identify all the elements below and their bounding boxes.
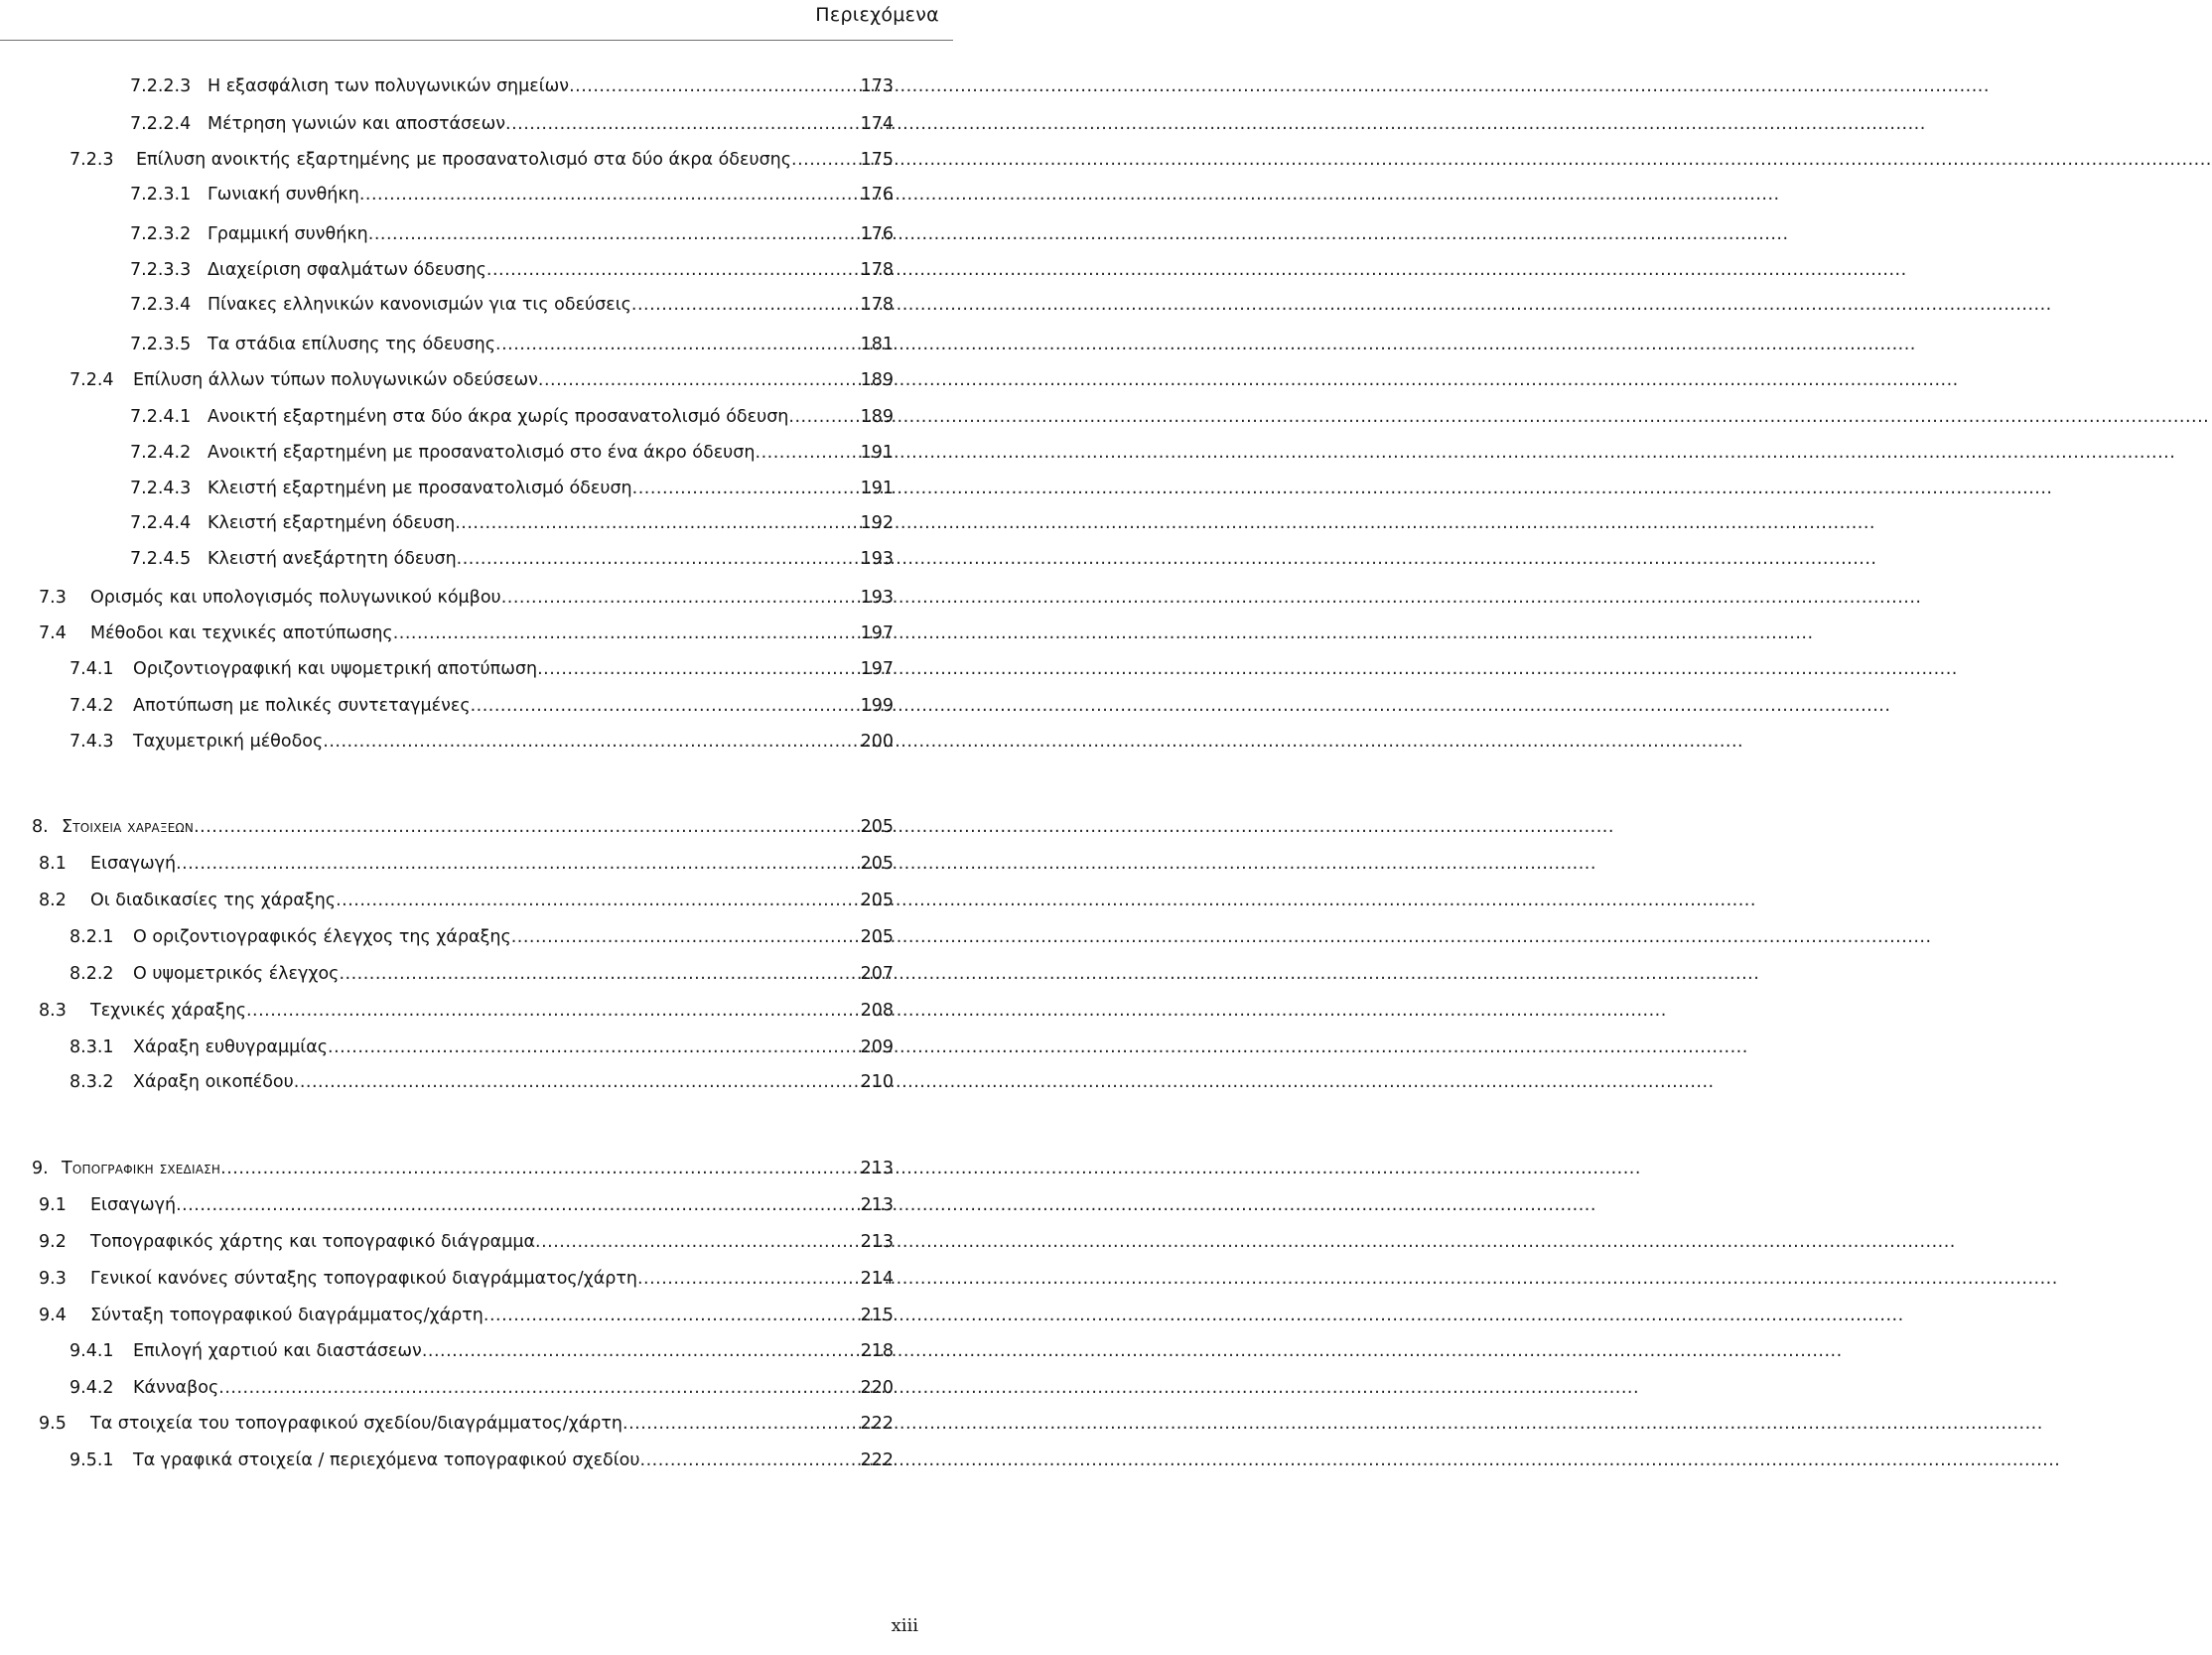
toc-entry-number: 7.2.3.5 [130, 335, 192, 354]
toc-entry-page: 218 [860, 1341, 894, 1361]
dot-leader [495, 330, 861, 359]
dot-leader [194, 812, 861, 842]
toc-entry-page: 197 [860, 659, 894, 679]
toc-entry-page: 199 [860, 696, 894, 716]
toc-entry[interactable] [69, 1373, 894, 1403]
toc-entry-title: Ταχυμετρική μέθοδος [133, 732, 324, 752]
toc-entry-title: Επιλογή χαρτιού και διαστάσεων [133, 1341, 422, 1361]
toc-entry[interactable] [69, 1033, 894, 1062]
toc-entry-number: 8.2 [39, 891, 67, 910]
toc-entry-title: Ορισμός και υπολογισμός πολυγωνικού κόμβου [90, 588, 501, 608]
toc-entry-number: 9.4.1 [69, 1341, 114, 1361]
toc-entry-title: Τεχνικές χάραξης [90, 1001, 246, 1021]
toc-entry-number: 7.2.3 [69, 150, 114, 170]
toc-entry-page: 210 [860, 1072, 894, 1092]
dot-leader [294, 1067, 861, 1097]
toc-entry-title: Κλειστή εξαρτημένη όδευση [207, 513, 456, 533]
toc-entry[interactable] [39, 886, 894, 915]
toc-entry-number: 7.2.2.4 [130, 114, 192, 134]
toc-entry[interactable] [130, 219, 894, 249]
dot-leader [218, 1373, 860, 1403]
toc-entry[interactable] [69, 1067, 894, 1097]
dot-leader [501, 583, 861, 613]
toc-entry-page: 207 [860, 964, 894, 984]
dot-leader [788, 402, 860, 432]
toc-entry-number: 8. [32, 817, 49, 837]
page-number: xiii [891, 1615, 918, 1636]
toc-entry-number: 8.3.2 [69, 1072, 114, 1092]
toc-entry-number: 7.3 [39, 588, 67, 608]
toc-entry-page: 189 [860, 407, 894, 427]
toc-entry-number: 7.2.3.3 [130, 260, 192, 280]
toc-entry[interactable] [39, 1301, 894, 1330]
toc-entry[interactable] [69, 691, 894, 721]
toc-entry-number: 7.2.4.4 [130, 513, 192, 533]
toc-entry[interactable] [39, 1409, 894, 1439]
toc-entry-number: 9. [32, 1159, 49, 1178]
toc-entry-number: 7.2.3.1 [130, 185, 192, 205]
toc-entry-page: 220 [860, 1378, 894, 1398]
dot-leader [176, 1190, 861, 1220]
toc-entry-number: 7.2.4 [69, 370, 114, 390]
toc-entry-title: Επίλυση ανοικτής εξαρτημένης με προσανατολισμό στα δύο άκρα όδευσης [136, 150, 792, 170]
toc-entry-page: 200 [860, 732, 894, 752]
toc-entry-page: 209 [860, 1037, 894, 1057]
toc-entry-number: 9.4.2 [69, 1378, 114, 1398]
toc-entry-number: 8.1 [39, 854, 67, 874]
toc-entry-page: 176 [860, 185, 894, 205]
toc-entry-title: Εισαγωγή [90, 1195, 177, 1215]
toc-entry[interactable] [69, 145, 894, 175]
toc-entry-page: 205 [860, 817, 894, 837]
dot-leader [368, 219, 861, 249]
toc-entry-title: Επίλυση άλλων τύπων πολυγωνικών οδεύσεων [133, 370, 538, 390]
toc-entry-number: 7.2.3.4 [130, 295, 192, 315]
toc-entry-page: 178 [860, 295, 894, 315]
toc-entry[interactable] [39, 1190, 894, 1220]
toc-entry-title: Εισαγωγή [90, 854, 177, 874]
toc-entry[interactable] [39, 1227, 894, 1257]
dot-leader [484, 1301, 861, 1330]
dot-leader [220, 1154, 860, 1183]
toc-entry[interactable] [130, 402, 894, 432]
toc-entry-number: 7.2.4.1 [130, 407, 192, 427]
toc-entry-number: 9.2 [39, 1232, 67, 1252]
toc-entry-page: 197 [860, 623, 894, 643]
toc-entry-page: 191 [860, 479, 894, 498]
toc-entry-title: Τοπογραφικη σχεδιαση [62, 1159, 221, 1178]
toc-entry[interactable] [39, 619, 894, 648]
toc-entry-title: Τα στοιχεία του τοπογραφικού σχεδίου/διαγράμματος/χάρτη [90, 1414, 622, 1434]
toc-entry-title: Οι διαδικασίες της χάραξης [90, 891, 337, 910]
toc-entry-page: 191 [860, 443, 894, 463]
toc-entry[interactable] [69, 654, 894, 684]
page-header [0, 0, 953, 41]
dot-leader [569, 71, 861, 101]
toc-entry-page: 214 [860, 1269, 894, 1289]
toc-entry[interactable] [130, 180, 894, 209]
toc-entry-title: Ανοικτή εξαρτημένη στα δύο άκρα χωρίς προσανατολισμό όδευση [207, 407, 789, 427]
toc-entry-number: 7.2.4.3 [130, 479, 192, 498]
toc-entry[interactable] [130, 71, 894, 101]
dot-leader [505, 109, 861, 139]
dot-leader [393, 619, 861, 648]
dot-leader [791, 145, 861, 175]
toc-entry-number: 7.2.4.5 [130, 549, 192, 569]
toc-entry-title: Ο οριζοντιογραφικός έλεγχος της χάραξης [133, 927, 511, 947]
toc-entry-title: Χάραξη ευθυγραμμίας [133, 1037, 328, 1057]
toc-entry[interactable] [130, 474, 894, 503]
toc-entry-title: Μέτρηση γωνιών και αποστάσεων [207, 114, 505, 134]
toc-entry-title: Τοπογραφικός χάρτης και τοπογραφικό διάγραμμα [90, 1232, 536, 1252]
toc-entry-page: 222 [860, 1414, 894, 1434]
dot-leader [535, 1227, 861, 1257]
toc-entry[interactable] [130, 508, 894, 538]
toc-entry-number: 8.3.1 [69, 1037, 114, 1057]
dot-leader [511, 922, 861, 952]
toc-entry-number: 8.2.1 [69, 927, 114, 947]
toc-entry-title: Γραμμική συνθήκη [207, 224, 368, 244]
toc-entry-title: Πίνακες ελληνικών κανονισμών για τις οδεύσεις [207, 295, 631, 315]
toc-entry-title: Μέθοδοι και τεχνικές αποτύπωσης [90, 623, 393, 643]
toc-entry-title: Αποτύπωση με πολικές συντεταγμένες [133, 696, 471, 716]
running-header-title: Περιεχόμενα [815, 4, 939, 26]
toc-entry-page: 175 [860, 150, 894, 170]
toc-entry-title: Η εξασφάλιση των πολυγωνικών σημείων [207, 76, 570, 96]
toc-entry-number: 9.3 [39, 1269, 67, 1289]
toc-entry-title: Οριζοντιογραφική και υψομετρική αποτύπωση [133, 659, 538, 679]
dot-leader [457, 544, 861, 574]
toc-entry-title: Γωνιακή συνθήκη [207, 185, 359, 205]
toc-entry-number: 9.1 [39, 1195, 67, 1215]
toc-entry-number: 7.4.3 [69, 732, 114, 752]
toc-entry-number: 9.4 [39, 1306, 67, 1325]
toc-entry[interactable] [69, 365, 894, 395]
toc-entry-number: 7.4.2 [69, 696, 114, 716]
toc-entry-title: Στοιχεια χαραξεων [62, 817, 195, 837]
toc-entry-title: Κλειστή εξαρτημένη με προσανατολισμό όδευση [207, 479, 632, 498]
toc-entry-page: 215 [860, 1306, 894, 1325]
dot-leader [538, 365, 861, 395]
toc-entry-number: 8.3 [39, 1001, 67, 1021]
dot-leader [246, 996, 861, 1026]
toc-entry-number: 7.2.3.2 [130, 224, 192, 244]
dot-leader [455, 508, 860, 538]
toc-entry-page: 213 [860, 1159, 894, 1178]
toc-entry-number: 9.5.1 [69, 1450, 114, 1470]
toc-entry-title: Τα γραφικά στοιχεία / περιεχόμενα τοπογραφικού σχεδίου [133, 1450, 640, 1470]
toc-entry-page: 174 [860, 114, 894, 134]
toc-entry-page: 208 [860, 1001, 894, 1021]
toc-entry[interactable] [130, 330, 894, 359]
dot-leader [359, 180, 861, 209]
toc-entry-page: 222 [860, 1450, 894, 1470]
dot-leader [471, 691, 861, 721]
toc-entry-page: 189 [860, 370, 894, 390]
toc-entry-page: 213 [860, 1232, 894, 1252]
dot-leader [486, 255, 861, 285]
dot-leader [336, 886, 861, 915]
toc-entry-number: 7.2.4.2 [130, 443, 192, 463]
toc-entry-title: Κλειστή ανεξάρτητη όδευση [207, 549, 457, 569]
toc-entry-number: 7.2.2.3 [130, 76, 192, 96]
toc-entry-number: 8.2.2 [69, 964, 114, 984]
dot-leader [328, 1033, 861, 1062]
toc-entry-title: Σύνταξη τοπογραφικού διαγράμματος/χάρτη [90, 1306, 484, 1325]
toc-entry[interactable] [69, 922, 894, 952]
toc-entry[interactable] [69, 727, 894, 757]
toc-entry[interactable] [69, 959, 894, 989]
toc-entry-page: 205 [860, 927, 894, 947]
dot-leader [339, 959, 860, 989]
dot-leader [622, 1409, 861, 1439]
toc-entry-page: 213 [860, 1195, 894, 1215]
toc-entry-title: Ανοικτή εξαρτημένη με προσανατολισμό στο ένα άκρο όδευση [207, 443, 756, 463]
toc-entry[interactable] [39, 1264, 894, 1294]
toc-entry[interactable] [130, 255, 894, 285]
toc-entry[interactable] [32, 1154, 894, 1183]
toc-entry[interactable] [130, 109, 894, 139]
toc-entry[interactable] [69, 1336, 894, 1366]
toc-entry-number: 7.4.1 [69, 659, 114, 679]
toc-entry[interactable] [39, 583, 894, 613]
toc-entry-page: 193 [860, 588, 894, 608]
dot-leader [756, 438, 861, 468]
toc-entry-page: 173 [860, 76, 894, 96]
toc-entry[interactable] [130, 438, 894, 468]
toc-entry-page: 181 [860, 335, 894, 354]
toc-entry-page: 178 [860, 260, 894, 280]
dot-leader [537, 654, 861, 684]
dot-leader [632, 474, 861, 503]
toc-entry[interactable] [130, 290, 894, 320]
toc-entry-page: 192 [860, 513, 894, 533]
dot-leader [631, 290, 861, 320]
toc-entry-title: Διαχείριση σφαλμάτων όδευσης [207, 260, 486, 280]
dot-leader [637, 1264, 861, 1294]
toc-entry-number: 9.5 [39, 1414, 67, 1434]
toc-entry[interactable] [69, 1446, 894, 1475]
dot-leader [640, 1446, 861, 1475]
dot-leader [422, 1336, 861, 1366]
toc-entry-page: 176 [860, 224, 894, 244]
toc-entry-number: 7.4 [39, 623, 67, 643]
toc-entry-title: Γενικοί κανόνες σύνταξης τοπογραφικού διαγράμματος/χάρτη [90, 1269, 637, 1289]
toc-entry-title: Χάραξη οικοπέδου [133, 1072, 294, 1092]
dot-leader [176, 849, 861, 879]
dot-leader [323, 727, 860, 757]
toc-entry[interactable] [130, 544, 894, 574]
toc-entry[interactable] [39, 996, 894, 1026]
toc-entry-title: Κάνναβος [133, 1378, 219, 1398]
toc-entry-page: 205 [860, 854, 894, 874]
toc-entry[interactable] [32, 812, 894, 842]
toc-entry-page: 205 [860, 891, 894, 910]
toc-entry-page: 193 [860, 549, 894, 569]
toc-entry-title: Τα στάδια επίλυσης της όδευσης [207, 335, 496, 354]
toc-entry-title: Ο υψομετρικός έλεγχος [133, 964, 340, 984]
toc-entry[interactable] [39, 849, 894, 879]
